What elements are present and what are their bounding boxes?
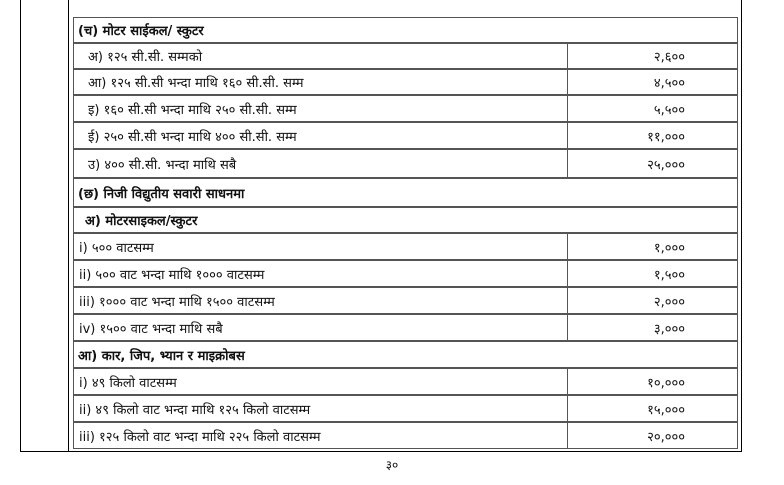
row-value: ४,५०० <box>567 69 738 95</box>
row-label: iv) १५०० वाट भन्दा माथि सबै <box>73 314 568 341</box>
table-row <box>73 395 738 422</box>
subsection-heading-car <box>73 341 738 368</box>
section-heading-label: (च) मोटर साईकल/ स्कुटर <box>73 17 738 43</box>
row-label: ii) ४९ किलो वाट भन्दा माथि १२५ किलो वाटसम्म <box>73 395 568 422</box>
page-number: ३० <box>385 458 399 472</box>
row-label: उ) ४०० सी.सी. भन्दा माथि सबै <box>73 149 568 178</box>
row-value: २०,००० <box>567 422 738 449</box>
section-heading-label: (छ) निजी विद्युतीय सवारी साधनमा <box>73 178 738 207</box>
table-row <box>73 95 738 122</box>
table-row <box>73 422 738 449</box>
table-row <box>73 149 738 178</box>
row-label: आ) १२५ सी.सी भन्दा माथि १६० सी.सी. सम्म <box>73 69 568 95</box>
table-row <box>73 233 738 260</box>
table-row <box>73 287 738 314</box>
row-label: i) ५०० वाटसम्म <box>73 233 568 260</box>
row-label: ई) २५० सी.सी भन्दा माथि ४०० सी.सी. सम्म <box>73 122 568 149</box>
table-row <box>73 122 738 149</box>
row-value: ५,५०० <box>567 95 738 122</box>
table-row <box>73 43 738 69</box>
row-label: ii) ५०० वाट भन्दा माथि १००० वाटसम्म <box>73 260 568 287</box>
row-value: १,००० <box>567 233 738 260</box>
table-row <box>73 314 738 341</box>
subsection-heading-label: आ) कार, जिप, भ्यान र माइक्रोबस <box>73 341 738 368</box>
row-label: i) ४९ किलो वाटसम्म <box>73 368 568 395</box>
row-value: २५,००० <box>567 149 738 178</box>
fee-table <box>69 0 742 452</box>
row-label: iii) १२५ किलो वाट भन्दा माथि २२५ किलो वाटसम्म <box>73 422 568 449</box>
row-label: इ) १६० सी.सी भन्दा माथि २५० सी.सी. सम्म <box>73 95 568 122</box>
left-serial-column <box>20 0 69 452</box>
row-label: iii) १००० वाट भन्दा माथि १५०० वाटसम्म <box>73 287 568 314</box>
row-value: १५,००० <box>567 395 738 422</box>
subsection-heading-label: अ) मोटरसाइकल/स्कुटर <box>73 207 738 233</box>
row-value: १,५०० <box>567 260 738 287</box>
row-value: १०,००० <box>567 368 738 395</box>
table-row <box>73 69 738 95</box>
section-heading-motorcycle <box>73 17 738 43</box>
section-heading-electric <box>73 178 738 207</box>
subsection-heading-motorcycle <box>73 207 738 233</box>
row-value: २,००० <box>567 287 738 314</box>
row-value: ११,००० <box>567 122 738 149</box>
row-value: २,६०० <box>567 43 738 69</box>
row-label: अ) १२५ सी.सी. सम्मको <box>73 43 568 69</box>
table-row <box>73 368 738 395</box>
table-row <box>73 260 738 287</box>
row-value: ३,००० <box>567 314 738 341</box>
